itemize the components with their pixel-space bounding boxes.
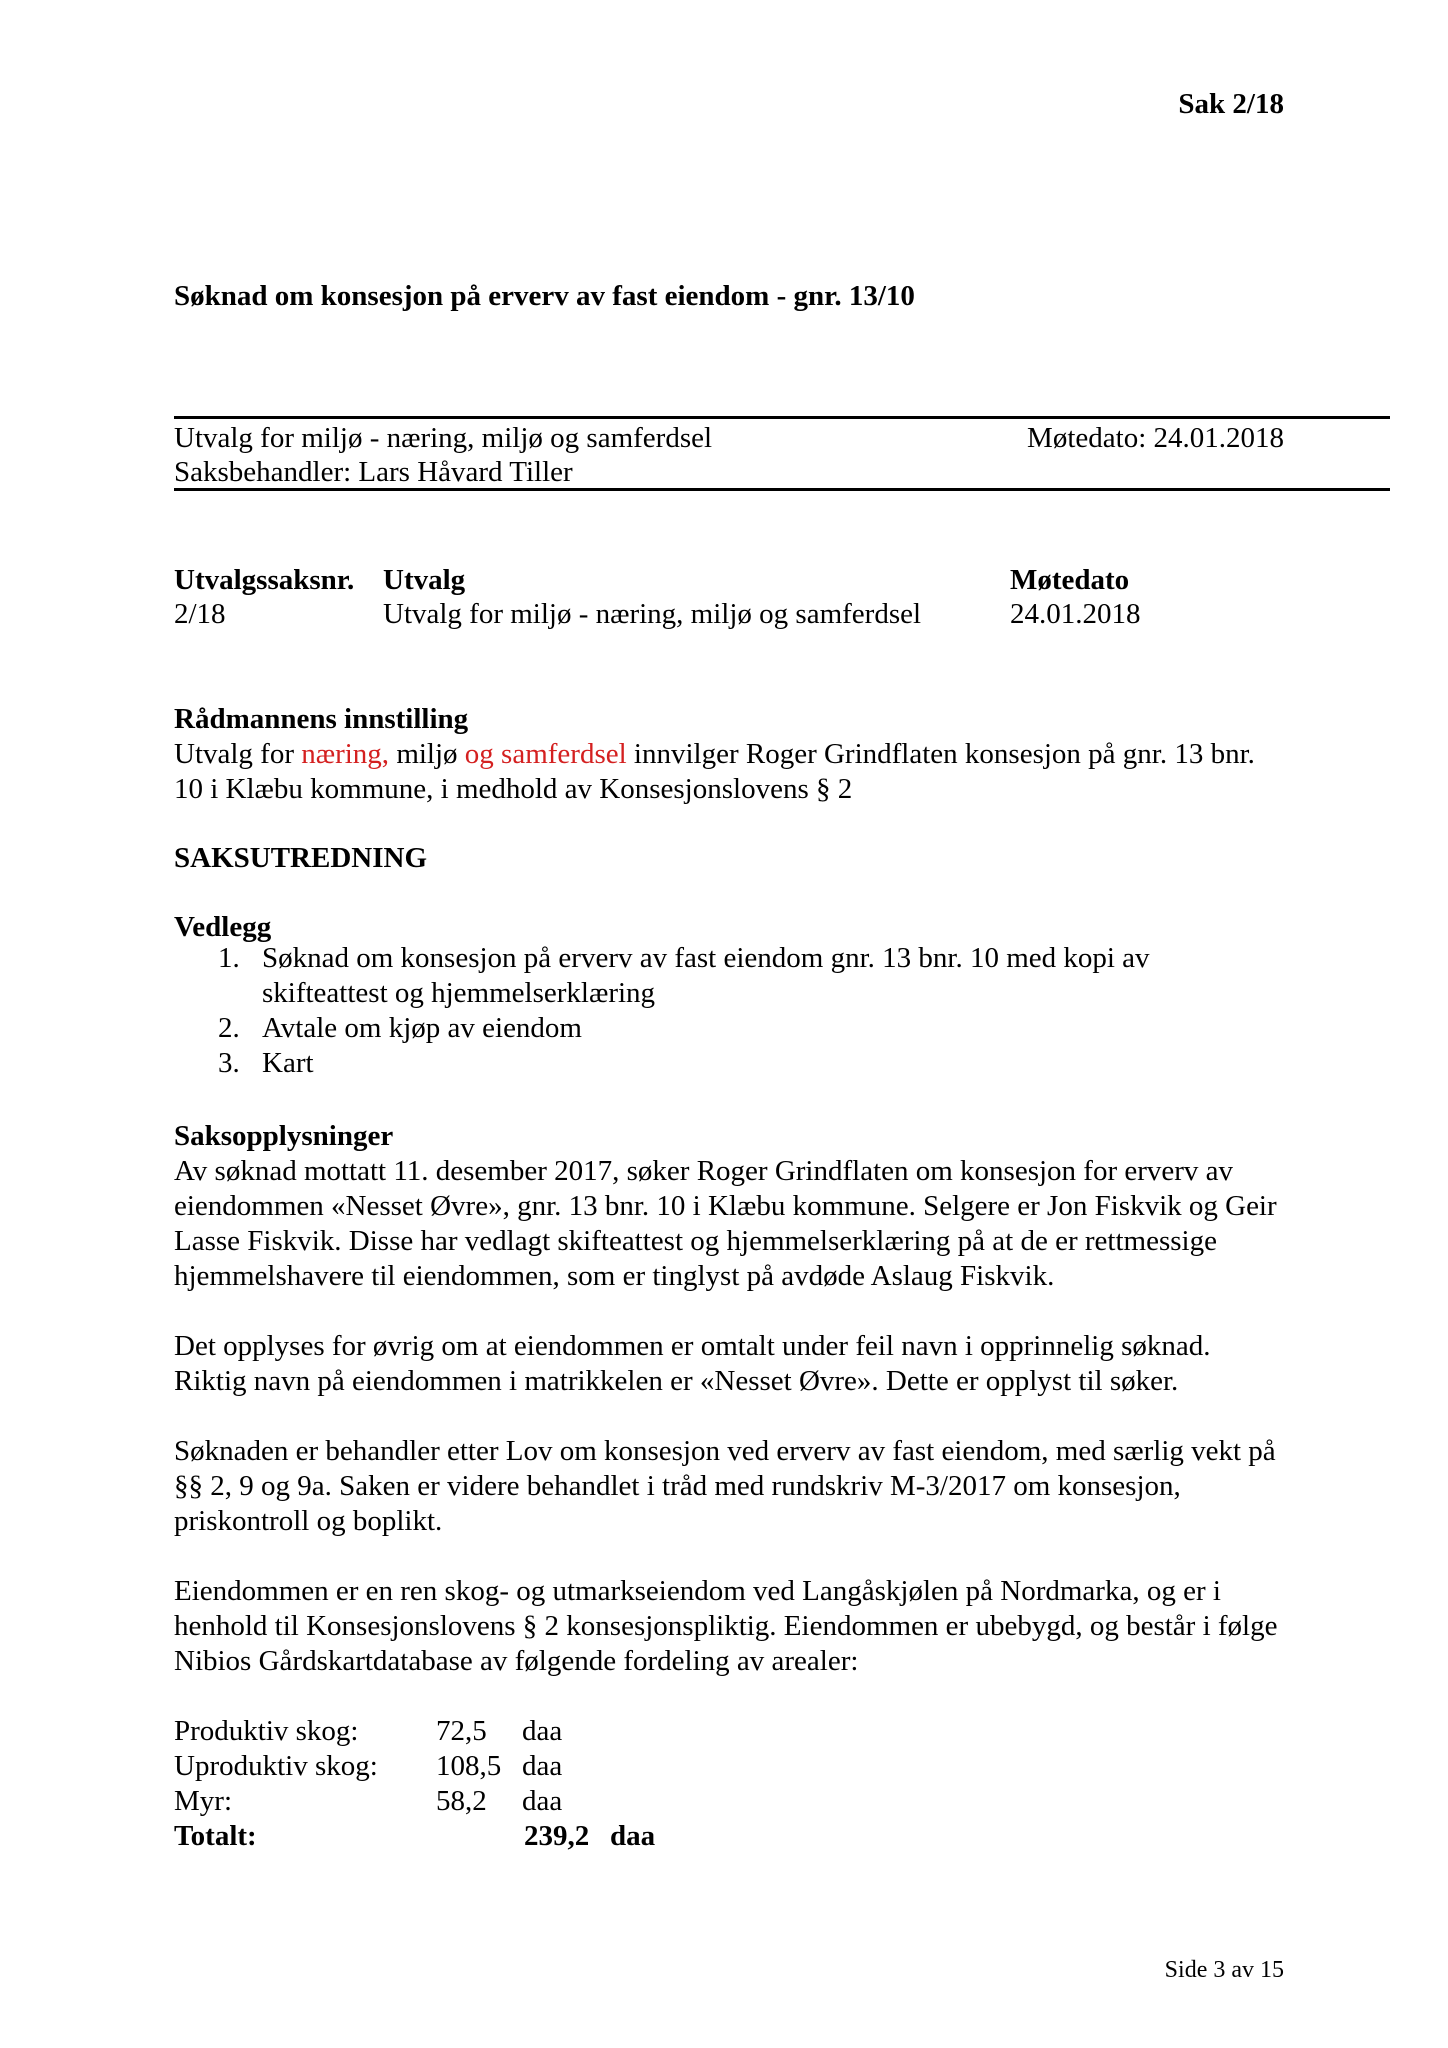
attachment-list (174, 941, 1150, 1081)
area-value: 108,5 (436, 1750, 502, 1782)
table-header-case-number: Utvalgssaksnr. (174, 564, 355, 596)
recommendation-text: innvilger Roger Grindflaten konsesjon på gnr. 13 bnr. (626, 738, 1255, 770)
list-item-number: 2. (218, 1012, 240, 1044)
paragraph-line: eiendommen «Nesset Øvre», gnr. 13 bnr. 10 i Klæbu kommune. Selgere er Jon Fiskvik og Geir (174, 1190, 1277, 1222)
area-label: Produktiv skog: (174, 1715, 359, 1747)
case-officer: Saksbehandler: Lars Håvard Tiller (174, 456, 573, 488)
area-unit: daa (522, 1715, 563, 1747)
recommendation-text: miljø (389, 738, 465, 770)
paragraph-line: Eiendommen er en ren skog- og utmarkseiendom ved Langåskjølen på Nordmarka, og er i (174, 1575, 1221, 1607)
paragraph-line: Nibios Gårdskartdatabase av følgende fordeling av arealer: (174, 1645, 859, 1677)
list-item (174, 941, 1150, 1011)
table-header-committee: Utvalg (383, 564, 466, 596)
page-number: Side 3 av 15 (1164, 1957, 1284, 1983)
paragraph-line: Det opplyses for øvrig om at eiendommen er omtalt under feil navn i opprinnelig søknad. (174, 1330, 1211, 1362)
area-value: 72,5 (436, 1715, 487, 1747)
area-label: Uproduktiv skog: (174, 1750, 378, 1782)
document-title: Søknad om konsesjon på erverv av fast eiendom - gnr. 13/10 (174, 280, 915, 312)
paragraph-line: henhold til Konsesjonslovens § 2 konsesjonspliktig. Eiendommen er ubebygd, og består i følge (174, 1610, 1278, 1642)
list-item-text: skifteattest og hjemmelserklæring (262, 977, 656, 1009)
recommendation-text: Utvalg for (174, 738, 302, 770)
list-item-text: Avtale om kjøp av eiendom (262, 1012, 582, 1044)
case-reference: Sak 2/18 (1178, 88, 1284, 120)
section-heading: SAKSUTREDNING (174, 842, 427, 874)
paragraph-line: Søknaden er behandler etter Lov om konsesjon ved erverv av fast eiendom, med særlig vekt på (174, 1435, 1276, 1467)
paragraph-line: hjemmelshavere til eiendommen, som er tinglyst på avdøde Aslaug Fiskvik. (174, 1260, 1055, 1292)
list-item (174, 1046, 1150, 1081)
divider-bottom (174, 488, 1390, 491)
table-row (174, 1749, 774, 1784)
table-header-meeting-date: Møtedato (1010, 564, 1130, 596)
divider-top (174, 416, 1390, 419)
area-total-unit: daa (610, 1820, 656, 1852)
area-total-label: Totalt: (174, 1820, 257, 1852)
recommendation-heading: Rådmannens innstilling (174, 703, 469, 735)
table-cell-meeting-date: 24.01.2018 (1010, 598, 1141, 630)
attachments-heading: Vedlegg (174, 911, 272, 943)
list-item (174, 1011, 1150, 1046)
list-item-number: 3. (218, 1047, 240, 1079)
paragraph-line: Riktig navn på eiendommen i matrikkelen er «Nesset Øvre». Dette er opplyst til søker. (174, 1365, 1179, 1397)
paragraph-1 (174, 1154, 1394, 1294)
list-item-text: Søknad om konsesjon på erverv av fast eiendom gnr. 13 bnr. 10 med kopi av (262, 942, 1150, 974)
highlighted-text: næring, (301, 738, 390, 770)
area-unit: daa (522, 1785, 563, 1817)
paragraph-4 (174, 1574, 1394, 1679)
meeting-date: Møtedato: 24.01.2018 (1027, 422, 1284, 454)
paragraph-2 (174, 1329, 1394, 1399)
case-info-heading: Saksopplysninger (174, 1120, 394, 1152)
recommendation-line-1 (174, 737, 1255, 772)
paragraph-3 (174, 1434, 1394, 1539)
recommendation-line-2: 10 i Klæbu kommune, i medhold av Konsesjonslovens § 2 (174, 773, 853, 805)
area-value: 58,2 (436, 1785, 487, 1817)
paragraph-line: Lasse Fiskvik. Disse har vedlagt skifteattest og hjemmelserklæring på at de er rettmessige (174, 1225, 1217, 1257)
list-item-number: 1. (218, 942, 240, 974)
table-row (174, 1714, 774, 1749)
committee-name: Utvalg for miljø - næring, miljø og samferdsel (174, 422, 713, 454)
list-item-text: Kart (262, 1047, 314, 1079)
paragraph-line: Av søknad mottatt 11. desember 2017, søker Roger Grindflaten om konsesjon for erverv av (174, 1155, 1234, 1187)
area-label: Myr: (174, 1785, 232, 1817)
table-row-total (174, 1819, 774, 1854)
area-total-value: 239,2 (524, 1820, 590, 1852)
table-row (174, 1784, 774, 1819)
area-unit: daa (522, 1750, 563, 1782)
paragraph-line: priskontroll og boplikt. (174, 1505, 443, 1537)
table-cell-case-number: 2/18 (174, 598, 226, 630)
table-cell-committee: Utvalg for miljø - næring, miljø og samferdsel (383, 598, 922, 630)
highlighted-text: og samferdsel (464, 738, 627, 770)
paragraph-line: §§ 2, 9 og 9a. Saken er videre behandlet i tråd med rundskriv M-3/2017 om konsesjon, (174, 1470, 1181, 1502)
